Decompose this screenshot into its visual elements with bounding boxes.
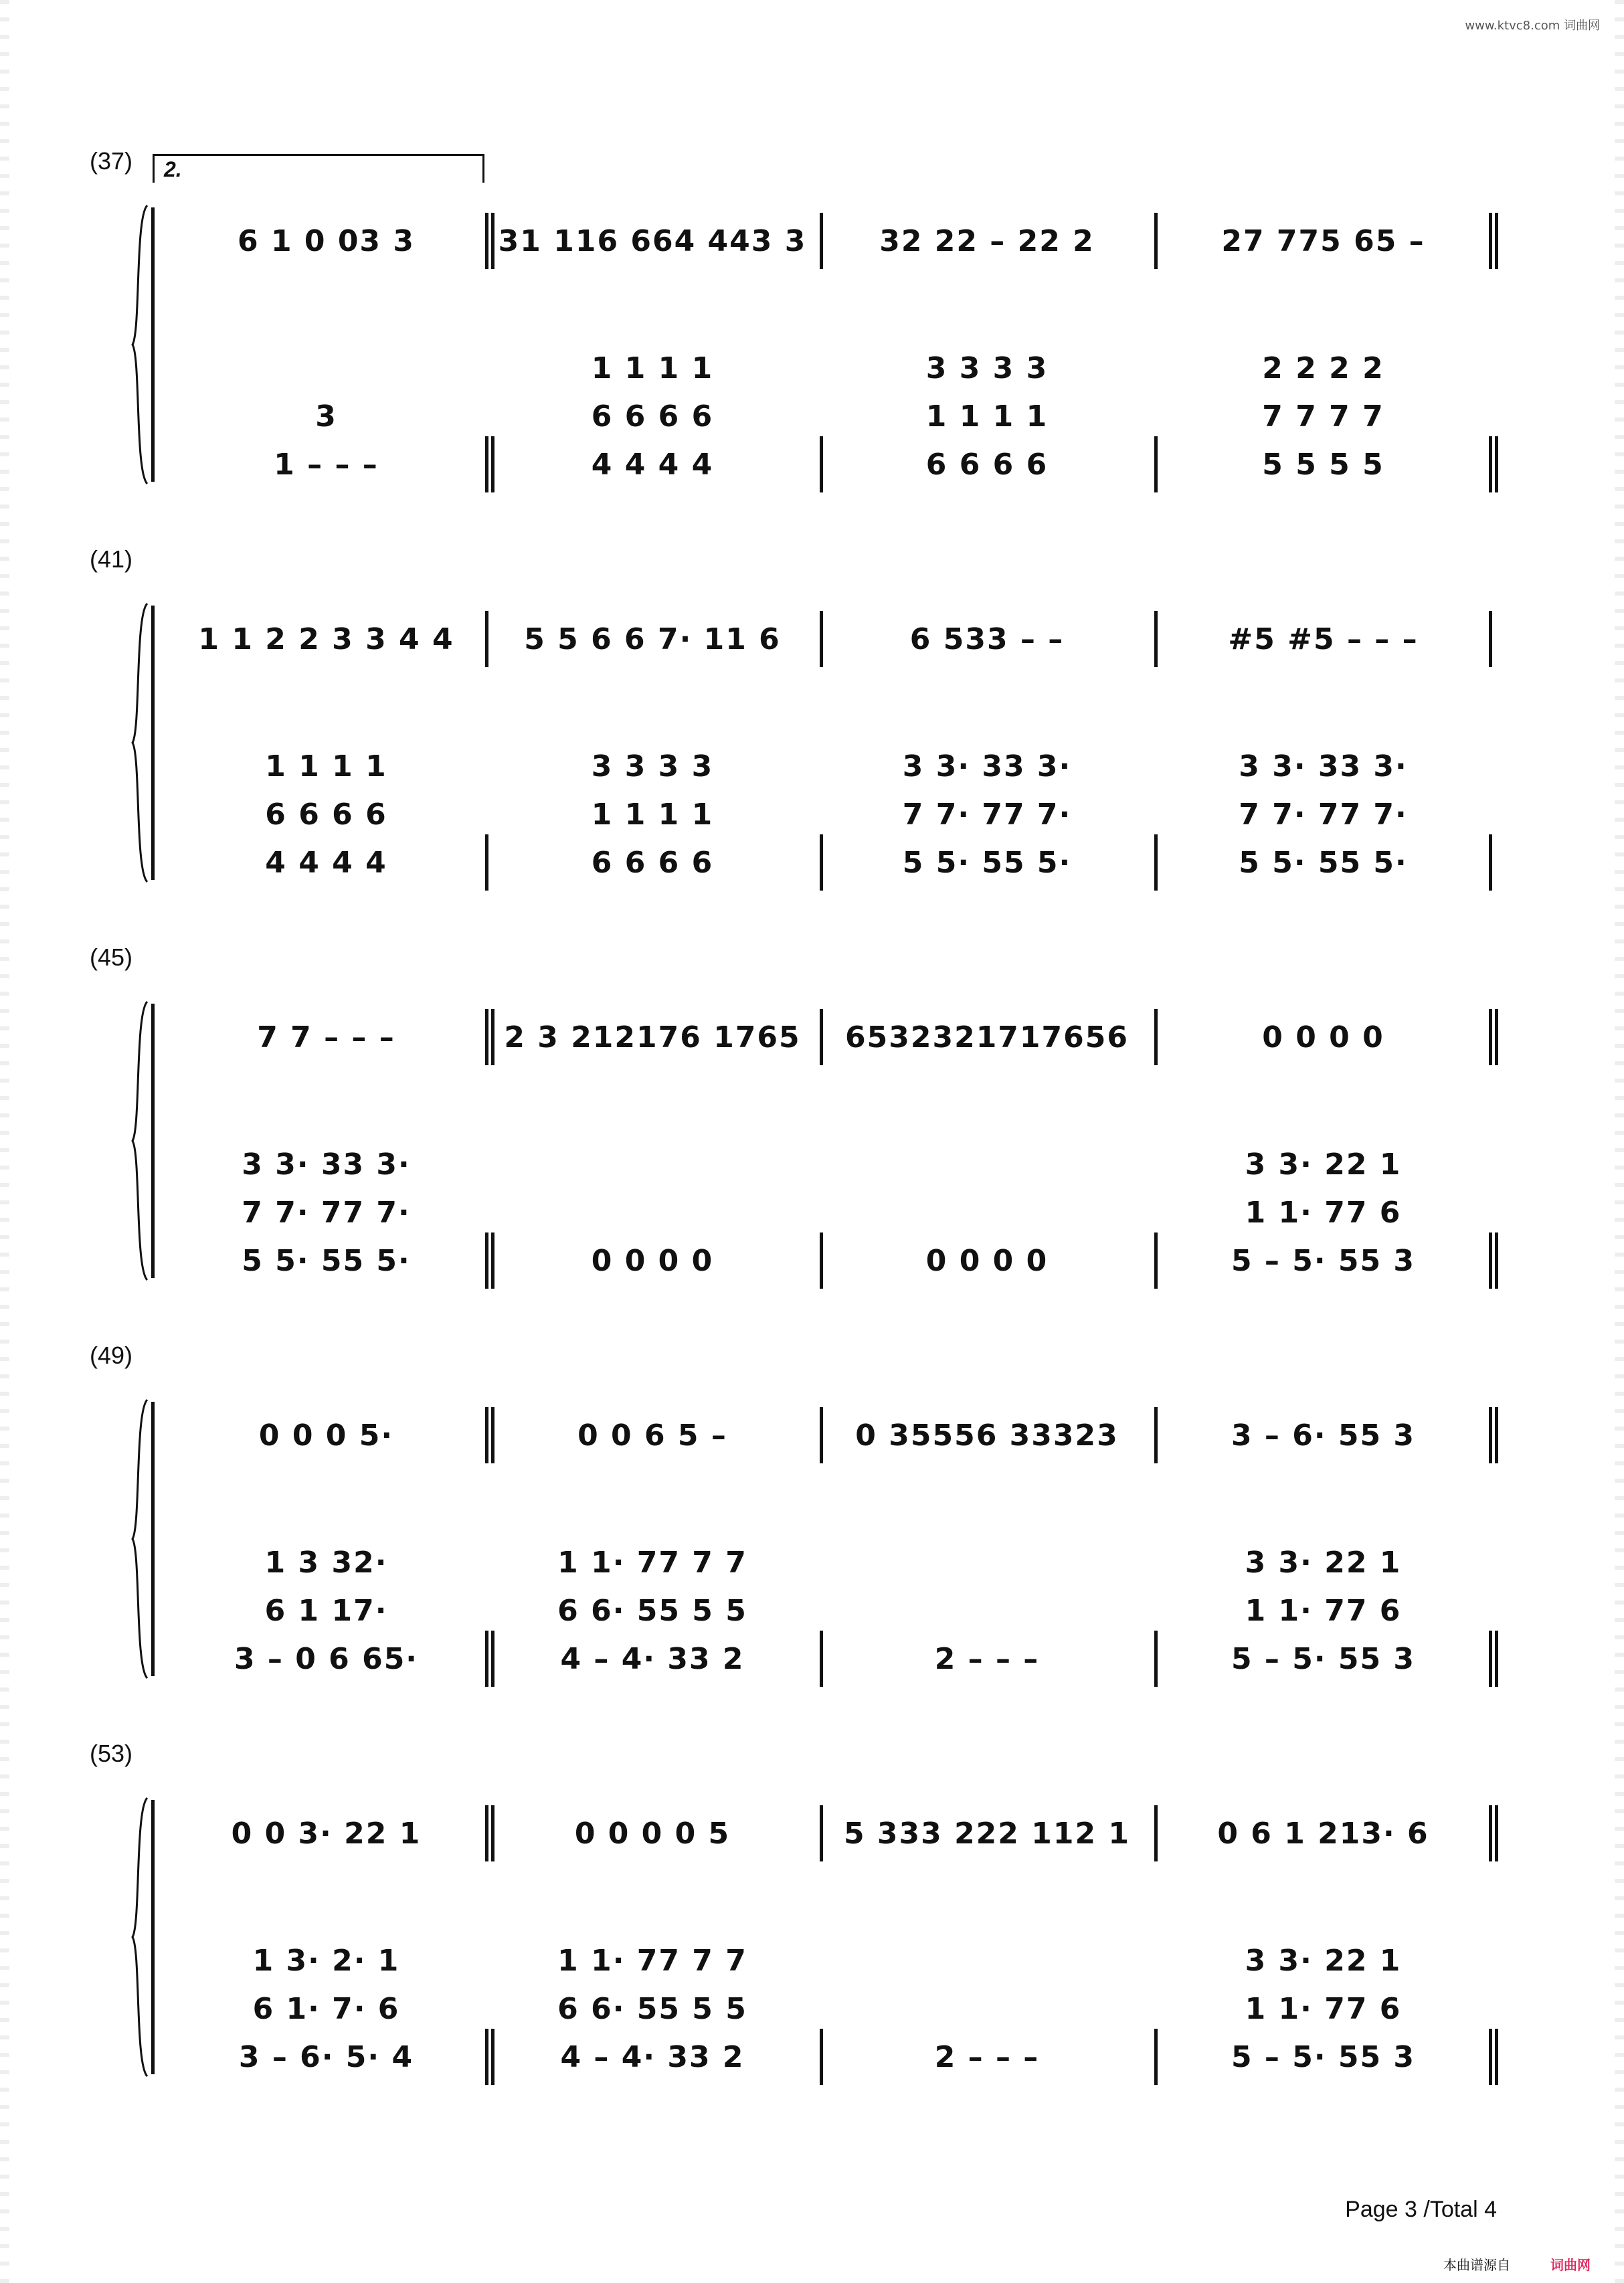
accompaniment-measure: 1 1 1 1 (925, 399, 1049, 434)
melody-row (161, 1415, 1544, 1455)
barline (1489, 1407, 1498, 1463)
melody-measure: #5 #5 – – – (1228, 622, 1419, 656)
barline (820, 1232, 823, 1289)
accompaniment-row (161, 2037, 1544, 2077)
accompaniment-measure: 3 (315, 399, 337, 434)
barline (1154, 1805, 1158, 1861)
accompaniment-measure: 7 7· 77 7· (902, 797, 1072, 832)
accompaniment-measure: 3 3· 33 3· (902, 749, 1072, 784)
melody-measure: 7 7 – – – (257, 1020, 395, 1055)
melody-row (161, 619, 1544, 659)
accompaniment-row (161, 1639, 1544, 1679)
system-barline (151, 207, 155, 482)
barline (1489, 1232, 1498, 1289)
accompaniment-measure (826, 1940, 1148, 1981)
accompaniment-measure: 5 – 5· 55 3 (1231, 1641, 1416, 1676)
measure-number: (45) (90, 943, 133, 971)
grand-staff-brace (131, 1398, 149, 1679)
barline (820, 1407, 823, 1463)
melody-row (161, 1813, 1544, 1853)
barline (1489, 1805, 1498, 1861)
accompaniment-measure: 4 4 4 4 (265, 845, 387, 880)
melody-measure: 5 333 222 112 1 (843, 1816, 1131, 1851)
barline (1489, 436, 1498, 492)
accompaniment-measure: 1 1· 77 7 7 (557, 1545, 747, 1580)
accompaniment-measure: 1 1· 77 7 7 (557, 1943, 747, 1978)
barline (820, 1805, 823, 1861)
accompaniment-measure: 5 5 5 5 (1262, 447, 1384, 482)
accompaniment-measure: 0 0 0 0 (591, 1243, 714, 1278)
melody-row (161, 221, 1544, 261)
barline (1154, 2029, 1158, 2085)
melody-measure: 0 0 0 0 5 (574, 1816, 731, 1851)
barline (1154, 1631, 1158, 1687)
brand-logo: 词曲网 (1550, 2258, 1591, 2273)
accompaniment-measure: 5 5· 55 5· (242, 1243, 411, 1278)
melody-measure: 0 0 0 5· (258, 1418, 394, 1453)
barline (1154, 1407, 1158, 1463)
score-system (0, 1740, 1624, 2088)
accompaniment-measure: 1 1· 77 6 (1245, 1593, 1402, 1628)
accompaniment-measure: 1 3 32· (264, 1545, 388, 1580)
accompaniment-measure: 6 6· 55 5 5 (557, 1991, 747, 2026)
accompaniment-measure: 1 1· 77 6 (1245, 1991, 1402, 2026)
system-barline (151, 1004, 155, 1278)
accompaniment-measure: 3 – 6· 5· 4 (238, 2039, 414, 2074)
barline (1154, 1009, 1158, 1065)
accompaniment-measure: 7 7· 77 7· (242, 1195, 411, 1230)
barline (820, 436, 823, 492)
accompaniment-row (161, 396, 1544, 436)
accompaniment-measure (826, 1590, 1148, 1631)
barline (820, 1631, 823, 1687)
barline (820, 2029, 823, 2085)
grand-staff-brace (131, 602, 149, 883)
accompaniment-row (161, 1192, 1544, 1232)
source-label: 本曲谱源自 (1443, 2258, 1510, 2273)
accompaniment-measure: 1 1 1 1 (265, 749, 387, 784)
accompaniment-measure: 6 6 6 6 (925, 447, 1049, 482)
accompaniment-measure: 6 1· 7· 6 (252, 1991, 400, 2026)
melody-measure: 27 775 65 – (1221, 223, 1425, 258)
barline (820, 1009, 823, 1065)
accompaniment-measure: 5 – 5· 55 3 (1231, 2039, 1416, 2074)
melody-measure: 5 5 6 6 7· 11 6 (524, 622, 781, 656)
measure-number: (41) (90, 545, 133, 573)
accompaniment-measure: 6 6· 55 5 5 (557, 1593, 747, 1628)
grand-staff-brace (131, 1797, 149, 2078)
accompaniment-measure: 0 0 0 0 (925, 1243, 1049, 1278)
barline (1489, 611, 1492, 667)
accompaniment-measure: 3 3· 33 3· (242, 1147, 411, 1182)
grand-staff-brace (131, 204, 149, 485)
accompaniment-measure (492, 1192, 813, 1232)
melody-measure: 0 35556 33323 (855, 1418, 1119, 1453)
accompaniment-row (161, 1241, 1544, 1281)
accompaniment-measure: 7 7· 77 7· (1239, 797, 1408, 832)
accompaniment-measure: 1 – – – (274, 447, 379, 482)
accompaniment-row (161, 1542, 1544, 1582)
melody-measure: 2 3 212176 1765 (504, 1020, 801, 1055)
accompaniment-measure: 1 1 1 1 (591, 797, 714, 832)
score-system (0, 545, 1624, 893)
accompaniment-measure: 6 6 6 6 (265, 797, 387, 832)
accompaniment-measure: 3 – 0 6 65· (234, 1641, 419, 1676)
accompaniment-row (161, 1144, 1544, 1184)
accompaniment-measure: 4 – 4· 33 2 (560, 1641, 745, 1676)
page-indicator: Page 3 /Total 4 (1345, 2197, 1497, 2222)
accompaniment-measure (826, 1144, 1148, 1184)
site-url: www.ktvc8.com 词曲网 (1465, 19, 1600, 33)
barline (1489, 213, 1498, 269)
melody-measure: 3 – 6· 55 3 (1231, 1418, 1416, 1453)
melody-measure: 0 0 6 5 – (577, 1418, 727, 1453)
accompaniment-row (161, 746, 1544, 786)
accompaniment-measure: 3 3· 22 1 (1245, 1545, 1402, 1580)
accompaniment-measure (826, 1542, 1148, 1582)
system-barline (151, 1800, 155, 2074)
accompaniment-measure: 2 – – – (934, 1641, 1040, 1676)
accompaniment-measure: 1 1 1 1 (591, 351, 714, 385)
melody-measure: 31 116 664 443 3 (498, 223, 807, 258)
barline (1154, 1232, 1158, 1289)
accompaniment-row (161, 842, 1544, 883)
barline (1489, 834, 1492, 891)
accompaniment-row (161, 1940, 1544, 1981)
footer-brand (1443, 2254, 1591, 2274)
accompaniment-measure: 6 6 6 6 (591, 399, 714, 434)
barline (1154, 213, 1158, 269)
system-barline (151, 606, 155, 880)
barline (820, 834, 823, 891)
accompaniment-measure: 6 1 17· (264, 1593, 388, 1628)
accompaniment-measure: 3 3· 22 1 (1245, 1943, 1402, 1978)
accompaniment-measure: 3 3 3 3 (925, 351, 1049, 385)
accompaniment-measure: 5 – 5· 55 3 (1231, 1243, 1416, 1278)
volta-label: 2. (164, 157, 182, 181)
melody-measure: 1 1 2 2 3 3 4 4 (198, 622, 454, 656)
accompaniment-row (161, 348, 1544, 388)
melody-measure: 6532321717656 (845, 1020, 1129, 1055)
melody-measure: 6 533 – – (909, 622, 1065, 656)
melody-measure: 6 1 0 03 3 (238, 223, 415, 258)
melody-measure: 32 22 – 22 2 (879, 223, 1095, 258)
barline (1489, 1631, 1498, 1687)
accompaniment-measure: 7 7 7 7 (1262, 399, 1384, 434)
system-barline (151, 1402, 155, 1676)
accompaniment-measure: 5 5· 55 5· (1239, 845, 1408, 880)
barline (1154, 834, 1158, 891)
accompaniment-measure: 3 3· 33 3· (1239, 749, 1408, 784)
accompaniment-row (161, 1989, 1544, 2029)
accompaniment-measure (492, 1144, 813, 1184)
barline (820, 611, 823, 667)
accompaniment-measure: 3 3 3 3 (591, 749, 714, 784)
accompaniment-measure: 1 3· 2· 1 (252, 1943, 400, 1978)
grand-staff-brace (131, 1000, 149, 1281)
accompaniment-measure (174, 348, 478, 388)
melody-measure: 0 0 3· 22 1 (231, 1816, 422, 1851)
accompaniment-row (161, 794, 1544, 834)
barline (1154, 436, 1158, 492)
accompaniment-measure: 6 6 6 6 (591, 845, 714, 880)
melody-measure: 0 0 0 0 (1262, 1020, 1384, 1055)
accompaniment-measure: 2 2 2 2 (1262, 351, 1384, 385)
accompaniment-measure (826, 1192, 1148, 1232)
accompaniment-measure: 1 1· 77 6 (1245, 1195, 1402, 1230)
accompaniment-measure: 4 – 4· 33 2 (560, 2039, 745, 2074)
melody-measure: 0 6 1 213· 6 (1217, 1816, 1429, 1851)
barline (485, 611, 488, 667)
barline (820, 213, 823, 269)
score-system (0, 943, 1624, 1291)
barline (1489, 2029, 1498, 2085)
score-system (0, 1342, 1624, 1690)
barline (1489, 1009, 1498, 1065)
melody-row (161, 1017, 1544, 1057)
measure-number: (49) (90, 1342, 133, 1369)
accompaniment-measure (826, 1989, 1148, 2029)
barline (1154, 611, 1158, 667)
measure-number: (37) (90, 147, 133, 175)
measure-number: (53) (90, 1740, 133, 1767)
accompaniment-row (161, 444, 1544, 484)
accompaniment-measure: 3 3· 22 1 (1245, 1147, 1402, 1182)
accompaniment-measure: 2 – – – (934, 2039, 1040, 2074)
barline (485, 834, 488, 891)
accompaniment-row (161, 1590, 1544, 1631)
accompaniment-measure: 4 4 4 4 (591, 447, 714, 482)
score-system (0, 147, 1624, 495)
accompaniment-measure: 5 5· 55 5· (902, 845, 1072, 880)
